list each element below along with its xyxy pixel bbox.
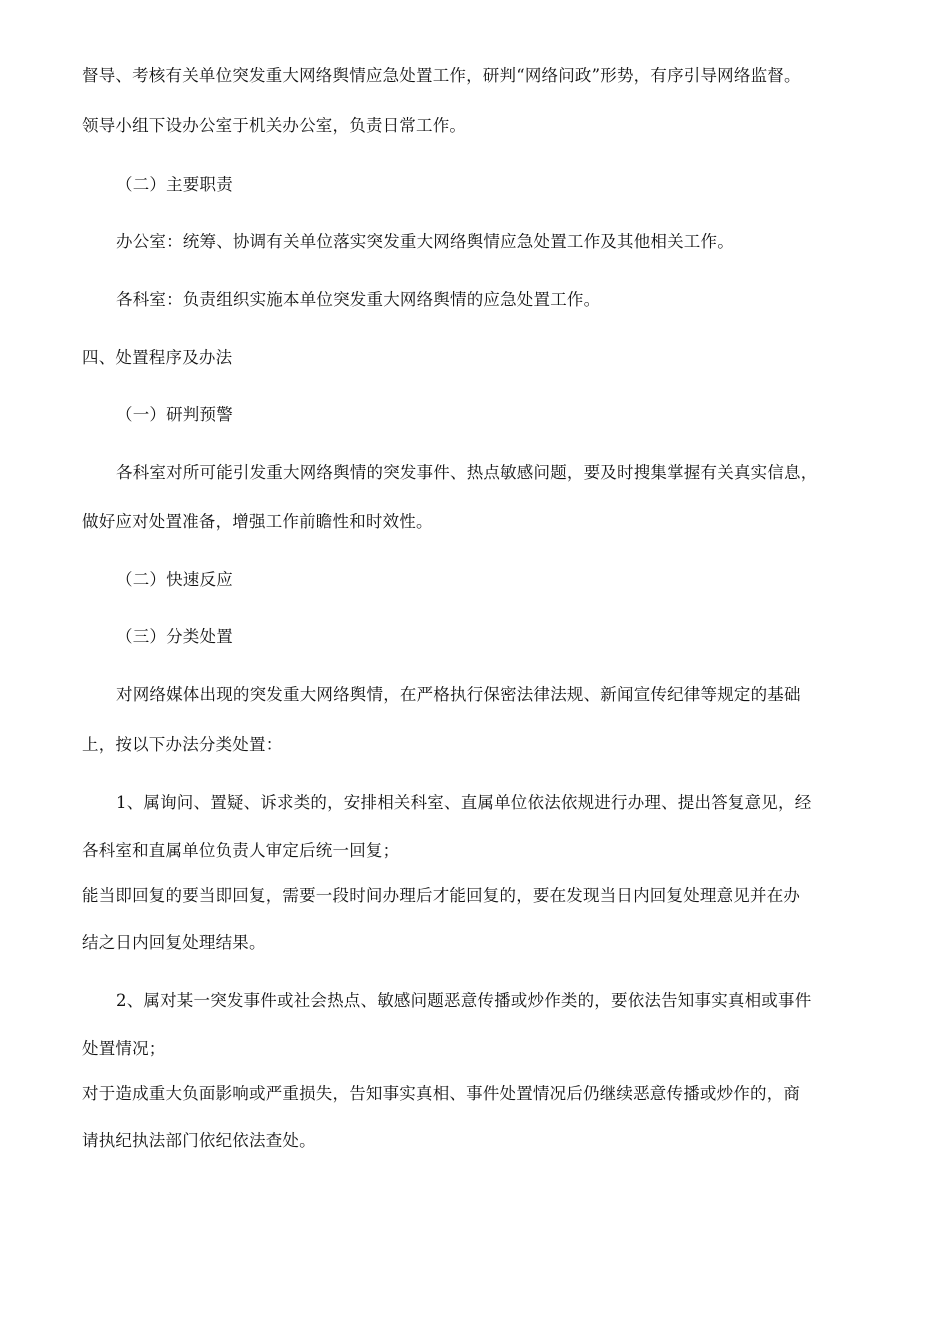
paragraph-line: 能当即回复的要当即回复，需要一段时间办理后才能回复的，要在发现当日内回复处理意见并在办	[82, 886, 801, 905]
paragraph-line: 结之日内回复处理结果。	[82, 933, 266, 952]
paragraph-line: 领导小组下设办公室于机关办公室，负责日常工作。	[82, 116, 467, 135]
section-subheading: （一）研判预警	[116, 405, 233, 424]
paragraph-line: 对网络媒体出现的突发重大网络舆情，在严格执行保密法律法规、新闻宣传纪律等规定的基础	[116, 685, 801, 704]
paragraph-line: 处置情况；	[82, 1039, 166, 1058]
paragraph-line: 1、属询问、置疑、诉求类的，安排相关科室、直属单位依法依规进行办理、提出答复意见，经	[116, 793, 812, 812]
paragraph-line: 对于造成重大负面影响或严重损失，告知事实真相、事件处置情况后仍继续恶意传播或炒作的，商	[82, 1084, 801, 1103]
section-heading: 四、处置程序及办法	[82, 348, 233, 367]
paragraph-line: 各科室：负责组织实施本单位突发重大网络舆情的应急处置工作。	[116, 290, 601, 309]
section-subheading: （二）主要职责	[116, 175, 233, 194]
paragraph-line: 上，按以下办法分类处置：	[82, 735, 283, 754]
section-subheading: （二）快速反应	[116, 570, 233, 589]
section-subheading: （三）分类处置	[116, 627, 233, 646]
paragraph-line: 督导、考核有关单位突发重大网络舆情应急处置工作，研判“网络问政”形势，有序引导网络监督。	[82, 66, 801, 85]
paragraph-line: 做好应对处置准备，增强工作前瞻性和时效性。	[82, 512, 433, 531]
paragraph-line: 请执纪执法部门依纪依法查处。	[82, 1131, 316, 1150]
paragraph-line: 各科室和直属单位负责人审定后统一回复；	[82, 841, 400, 860]
paragraph-line: 办公室：统筹、协调有关单位落实突发重大网络舆情应急处置工作及其他相关工作。	[116, 232, 734, 251]
paragraph-line: 2、属对某一突发事件或社会热点、敏感问题恶意传播或炒作类的，要依法告知事实真相或事件	[116, 991, 812, 1010]
paragraph-line: 各科室对所可能引发重大网络舆情的突发事件、热点敏感问题，要及时搜集掌握有关真实信息，	[116, 463, 818, 482]
